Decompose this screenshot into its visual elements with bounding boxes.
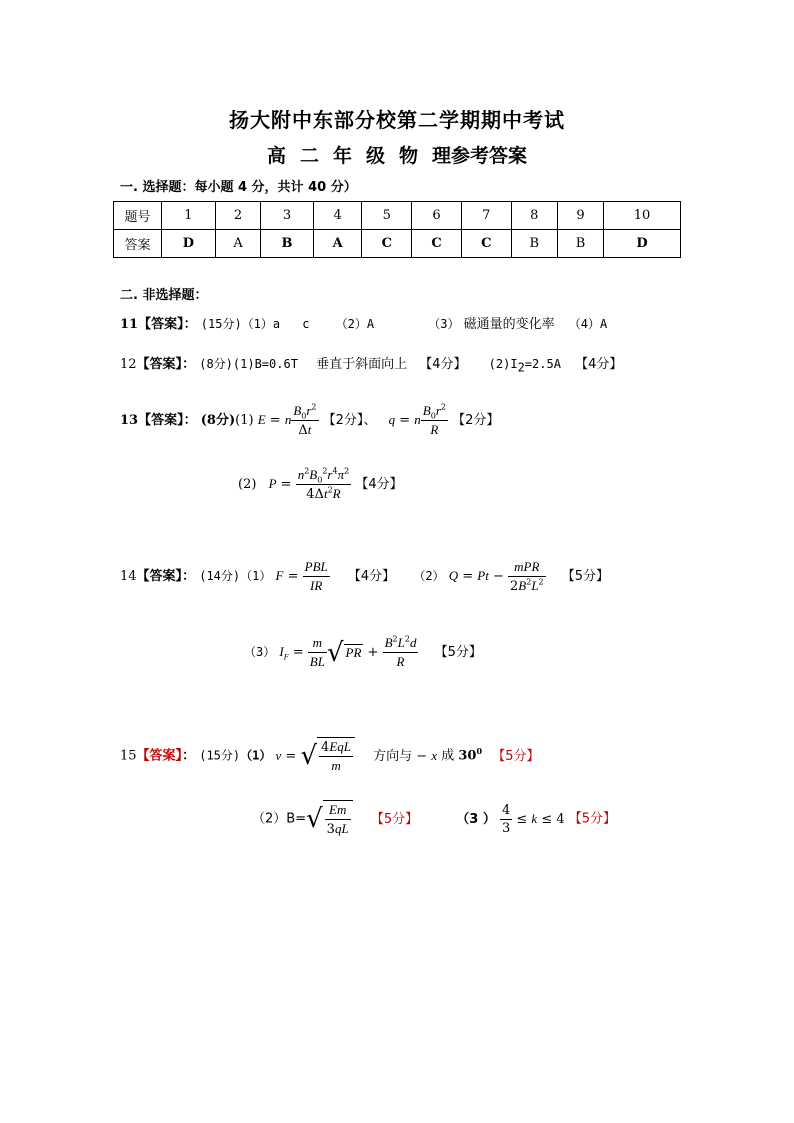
q14-part2: （2）	[413, 569, 445, 583]
q14-mark1: 【4分】	[347, 569, 396, 584]
q14-part3-line	[244, 634, 482, 671]
q15-formula-b: √ $\frac{Em}{3qL}$	[306, 812, 353, 827]
subtitle-char: 二	[299, 145, 319, 167]
answer-table	[113, 201, 681, 258]
q15-part1: （1）	[240, 748, 272, 763]
q12-score: (8分)	[199, 357, 233, 371]
table-row-numbers	[114, 202, 681, 230]
row-label: 答案	[114, 230, 162, 258]
q12-mark1: 【4分】	[419, 357, 467, 372]
q15-mark1: 【5分】	[492, 748, 540, 764]
q11-part3: （3）	[428, 317, 460, 331]
question-number: 2	[215, 202, 261, 230]
answer-cell: A	[313, 230, 362, 258]
page-title: 扬大附中东部分校第二学期期中考试	[229, 108, 565, 132]
question-number: 3	[261, 202, 314, 230]
answer-tag: 【答案】	[138, 317, 184, 332]
q12-mark2: 【4分】	[575, 357, 623, 372]
answer-cell: A	[215, 230, 261, 258]
q12-answer	[120, 353, 623, 375]
q14-part3: （3）	[244, 645, 276, 659]
q15-formula-v: v = √ $\frac{\text{4EqL}}{m}$	[276, 749, 355, 764]
question-number: 10	[604, 202, 681, 230]
q11-answer	[120, 313, 607, 332]
q12-part2-value: =2.5A	[524, 357, 561, 371]
q13-formula-e: E = n $\frac{B_0r^2}{\Delta t}$	[257, 402, 317, 438]
q15-mark3: 【5分】	[568, 811, 617, 827]
q13-part1: (1)	[235, 413, 254, 428]
q15-part2-line	[252, 800, 616, 838]
q15-angle: 30	[458, 748, 477, 764]
q12-part1: (1)B=0.6T	[232, 357, 298, 371]
q14-part1: （1）	[240, 569, 272, 583]
question-number: 1	[162, 202, 216, 230]
question-number: 6	[412, 202, 462, 230]
q12-direction: 垂直于斜面向上	[316, 357, 408, 372]
q11-score: (15分)	[200, 317, 242, 331]
q14-number: 14	[120, 569, 137, 584]
q13-number: 13	[120, 413, 139, 428]
answer-cell: D	[162, 230, 216, 258]
q15-score: (15分)	[199, 748, 241, 763]
question-number: 4	[313, 202, 362, 230]
question-number: 5	[362, 202, 412, 230]
q14-mark2: 【5分】	[561, 569, 610, 584]
question-number: 7	[461, 202, 511, 230]
q11-number: 11	[120, 317, 139, 332]
q13-part2: (2)	[238, 477, 257, 492]
question-number: 8	[511, 202, 557, 230]
q13-mark1: 【2分】	[322, 413, 364, 428]
section1-heading: 一. 选择题：每小题 4 分，共计 40 分）	[120, 180, 357, 195]
section2-heading: 二. 非选择题：	[120, 288, 208, 303]
q12-part2-sub: 2	[517, 360, 525, 375]
q15-angle-sup: 0	[476, 746, 483, 757]
answer-cell: B	[511, 230, 557, 258]
subtitle-char: 高	[266, 145, 286, 167]
question-number: 9	[557, 202, 603, 230]
page-subtitle	[0, 141, 794, 168]
q15-part3: （3 ）	[456, 811, 496, 827]
q14-formula-if: $I_F$ = $\frac{m}{BL}$ √ PR + $\frac{B^2L^2d}{R}$	[279, 634, 417, 669]
q13-separator: 、	[363, 413, 377, 428]
q15-formula-k: $\frac{4}{3}$ ≤ k ≤ 4	[501, 802, 565, 836]
colon: ：	[182, 569, 196, 584]
q15-direction-tail: 成	[441, 748, 455, 764]
subtitle-char: 物	[399, 145, 419, 167]
answer-tag: 【答案】	[136, 569, 183, 584]
q11-part2: （2）A	[335, 317, 375, 331]
q15-axis: − x	[412, 747, 438, 764]
subtitle-char: 理参考答案	[432, 145, 528, 167]
q11-part1: （1）a	[241, 317, 281, 331]
answer-tag: 【答案】	[136, 748, 183, 764]
q13-answer	[120, 402, 499, 439]
q15-direction: 方向与	[373, 748, 413, 764]
answer-cell: B	[261, 230, 314, 258]
colon: ：	[182, 748, 196, 764]
subtitle-char: 年	[332, 145, 352, 167]
answer-tag: 【答案】	[138, 413, 184, 428]
q14-score: (14分)	[199, 569, 241, 583]
q14-formula-f: F = $\frac{\text{PBL}}{IR}$	[275, 559, 328, 593]
q11-part3-text: 磁通量的变化率	[463, 317, 555, 332]
q13-formula-q: q = n $\frac{B_0r^2}{R}$	[388, 402, 446, 437]
q11-part1b: c	[302, 317, 310, 331]
q13-mark2: 【2分】	[452, 413, 500, 428]
subtitle-char: 级	[366, 145, 386, 167]
answer-tag: 【答案】	[136, 357, 183, 372]
q15-part2: （2）B=	[252, 811, 307, 827]
q15-number: 15	[120, 748, 137, 764]
answer-cell: C	[412, 230, 462, 258]
q14-answer	[120, 558, 609, 595]
answer-cell: D	[604, 230, 681, 258]
colon: ：	[182, 357, 196, 372]
q13-formula-p: P = $\frac{n^2B_0^2r^4\pi^2}{4\Delta t^2R}$	[268, 466, 350, 502]
q14-mark3: 【5分】	[434, 645, 482, 660]
row-label: 题号	[114, 202, 162, 230]
answer-cell: B	[557, 230, 603, 258]
q13-part2-line	[238, 466, 403, 503]
q15-answer	[120, 737, 539, 775]
answer-cell: C	[362, 230, 412, 258]
colon: ：	[183, 413, 197, 428]
q13-mark3: 【4分】	[355, 477, 403, 492]
q15-mark2: 【5分】	[370, 811, 419, 827]
q14-formula-q: Q = Pt − $\frac{\text{mPR}}{2B^2L^2}$	[448, 559, 544, 594]
colon: ：	[183, 317, 197, 332]
answer-cell: C	[461, 230, 511, 258]
q12-number: 12	[120, 357, 137, 372]
q12-part2: (2)I	[488, 357, 518, 371]
q13-score: (8分)	[200, 413, 236, 428]
table-row-answers	[114, 230, 681, 258]
q11-part4: （4）A	[568, 317, 608, 331]
